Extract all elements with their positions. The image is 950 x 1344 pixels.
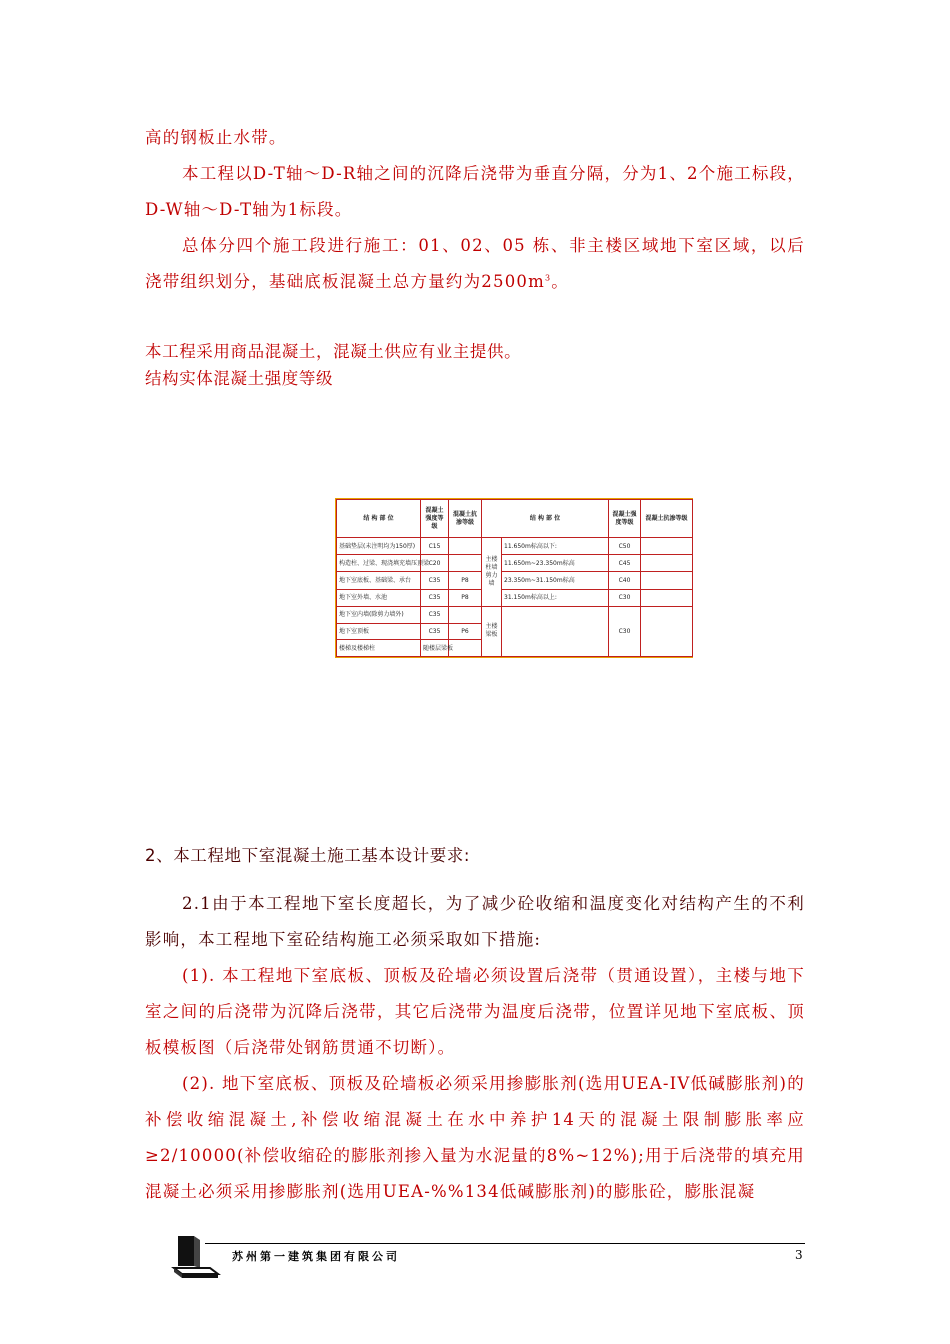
table-cell: C35: [421, 572, 449, 589]
table-cell: [449, 555, 482, 572]
table-cell: [449, 538, 482, 555]
table-cell: 31.150m标高以上:: [502, 589, 609, 606]
paragraph-steel-waterstop: 高的钢板止水带。: [145, 128, 287, 147]
paragraph-expansion-agent: (2). 地下室底板、顶板及砼墙板必须采用掺膨胀剂(选用UEA-IV低碱膨胀剂)的补偿收缩混凝土,补偿收缩混凝土在水中养护14天的混凝土限制膨胀率应≥2/10000(补偿收缩砼的膨胀剂掺入量为水泥量的8%~12%);用于后浇带的填充用混凝土必须采用掺膨胀剂(选用UEA-%%134低碱膨胀剂)的膨胀砼，膨胀混凝: [145, 1074, 805, 1201]
table-cell: C15: [421, 538, 449, 555]
group-main-slabs: 主楼梁板: [482, 606, 502, 656]
table-cell: 基础垫层(未注明均为150厚): [337, 538, 421, 555]
superscript-3: 3: [544, 273, 552, 283]
header-part-right: 结 构 部 位: [482, 500, 609, 538]
table-cell: 地下室底板、基础梁、承台: [337, 572, 421, 589]
table-cell: 11.650m~23.350m标高: [502, 555, 609, 572]
table-cell: 地下室顶板: [337, 623, 421, 640]
header-grade-right: 混凝土强度等级: [609, 500, 641, 538]
paragraph-construction-stages: [145, 228, 805, 300]
header-grade-left: 混凝土强度等级: [421, 500, 449, 538]
table-cell: C35: [421, 606, 449, 623]
company-name: 苏州第一建筑集团有限公司: [232, 1250, 400, 1263]
footer-divider: [205, 1243, 805, 1244]
table-cell: [641, 572, 693, 589]
table-cell: [641, 555, 693, 572]
header-impermeability-left: 混凝土抗渗等级: [449, 500, 482, 538]
heading-concrete-strength: 结构实体混凝土强度等级: [145, 369, 334, 388]
table-cell: 地下室内墙(除剪力墙外): [337, 606, 421, 623]
table-cell: C45: [609, 555, 641, 572]
table-cell: 11.650m标高以下:: [502, 538, 609, 555]
table-cell: P6: [449, 623, 482, 640]
table-cell: 地下室外墙、水池: [337, 589, 421, 606]
header-impermeability-right: 混凝土抗渗等级: [641, 500, 693, 538]
section-heading-basement-requirements: 2、本工程地下室混凝土施工基本设计要求:: [145, 846, 471, 865]
group-main-columns-sub: 剪力墙: [485, 571, 498, 587]
paragraph-measures-intro: 2.1由于本工程地下室长度超长，为了减少砼收缩和温度变化对结构产生的不利影响，本工程地下室砼结构施工必须采取如下措施:: [145, 894, 805, 949]
group-main-columns: [482, 538, 502, 607]
table-cell: [641, 589, 693, 606]
table-cell: 随楼层梁板: [421, 640, 449, 657]
paragraph-post-cast-strips: (1). 本工程地下室底板、顶板及砼墙必须设置后浇带（贯通设置），主楼与地下室之间的后浇带为沉降后浇带，其它后浇带为温度后浇带，位置详见地下室底板、顶板模板图（后浇带处钢筋贯通不切断）。: [145, 966, 805, 1057]
table-cell: [449, 640, 482, 657]
header-part-left: 结 构 部 位: [337, 500, 421, 538]
group-main-columns-label: 主楼柱墙: [485, 555, 498, 571]
table-cell: P8: [449, 589, 482, 606]
table-cell: C35: [421, 589, 449, 606]
table-cell: C50: [609, 538, 641, 555]
paragraph-construction-sections: 本工程以D-T轴～D-R轴之间的沉降后浇带为垂直分隔，分为1、2个施工标段，D-W轴～D-T轴为1标段。: [145, 164, 805, 219]
table-cell: 楼梯及楼梯柱: [337, 640, 421, 657]
table-cell: [502, 606, 609, 656]
table-cell: [449, 606, 482, 623]
table-cell: [641, 538, 693, 555]
table-cell: 23.350m~31.150m标高: [502, 572, 609, 589]
concrete-grade-table: [335, 498, 693, 658]
stages-end: 。: [551, 272, 569, 291]
table-cell: C30: [609, 606, 641, 656]
stages-text: 总体分四个施工段进行施工：01、02、05 栋、非主楼区域地下室区域，以后浇带组织划分，基础底板混凝土总方量约为2500m: [145, 236, 805, 291]
table-cell: C30: [609, 589, 641, 606]
company-logo-icon: [172, 1232, 222, 1280]
table-cell: C20: [421, 555, 449, 572]
table-cell: 构造柱、过梁、现浇填充墙压顶梁: [337, 555, 421, 572]
page-number: 3: [795, 1248, 803, 1262]
table-cell: P8: [449, 572, 482, 589]
table-cell: [641, 606, 693, 656]
table-cell: C40: [609, 572, 641, 589]
table-cell: C35: [421, 623, 449, 640]
paragraph-commercial-concrete: 本工程采用商品混凝土，混凝土供应有业主提供。: [145, 342, 522, 361]
